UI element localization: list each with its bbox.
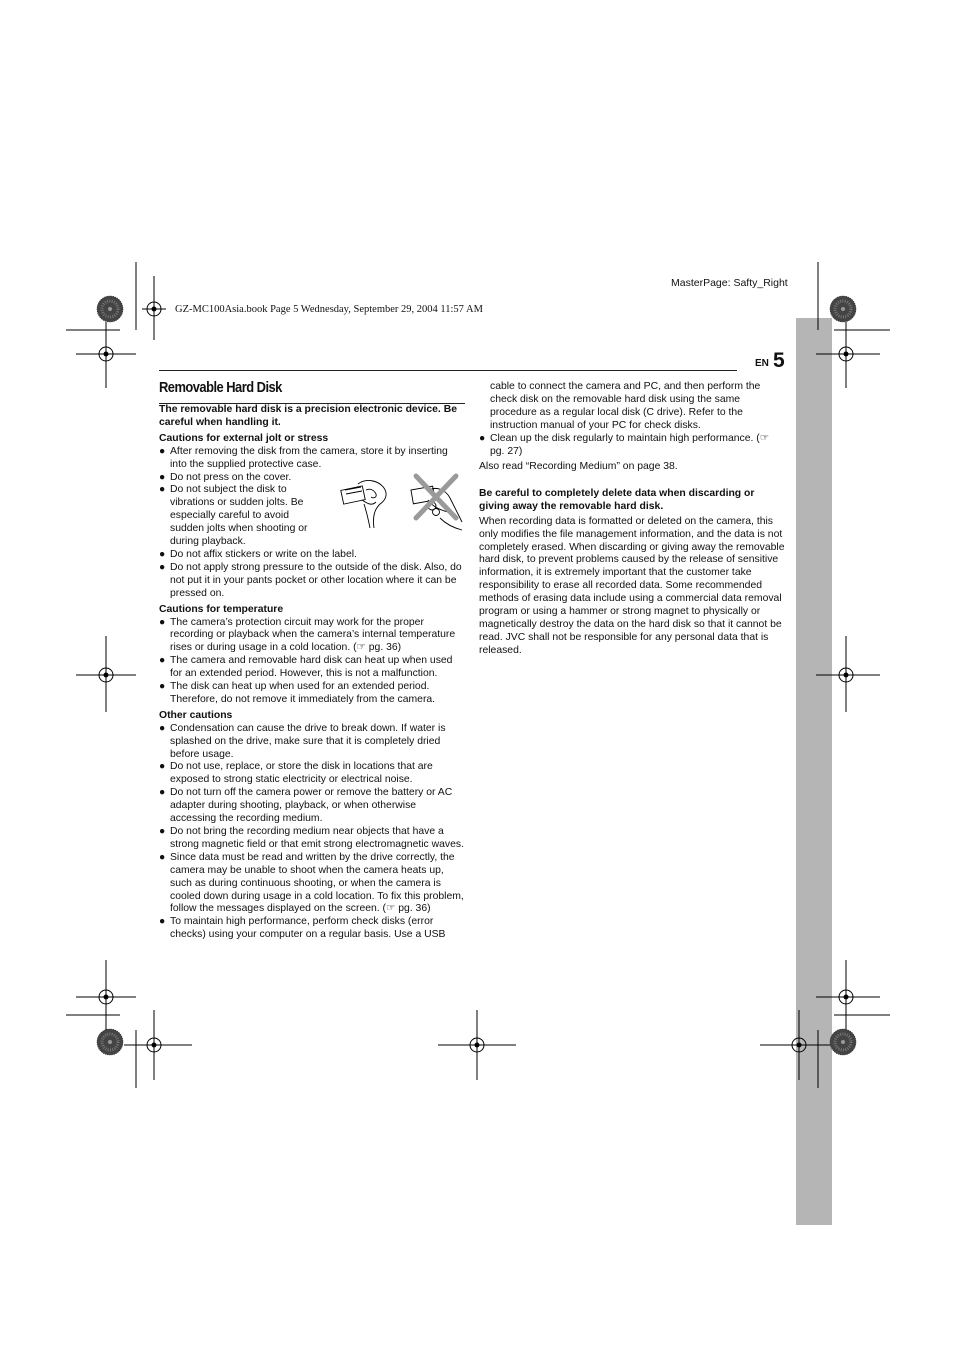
- other-heading: Other cautions: [159, 709, 233, 721]
- master-page-label: MasterPage: Safty_Right: [671, 277, 788, 289]
- book-header: GZ-MC100Asia.book Page 5 Wednesday, September 29, 2004 11:57 AM: [175, 304, 483, 315]
- section-title: Removable Hard Disk: [159, 379, 282, 396]
- list-item: ● Do not bring the recording medium near objects that have a strong magnetic field or that emit strong electromagnetic waves.: [159, 826, 464, 850]
- hand-pressing-cover-icon: [411, 486, 462, 530]
- bullet-icon: ●: [159, 471, 166, 483]
- bullet-icon: ●: [159, 655, 166, 667]
- bullet-icon: ●: [159, 787, 166, 799]
- list-item: ● Condensation can cause the drive to break down. If water is splashed on the drive, make sure that it is completely dried before usage.: [159, 722, 446, 760]
- list-item: ● Do not use, replace, or store the disk in locations that are exposed to strong static electricity or electrical noise.: [159, 761, 433, 786]
- list-item: ● Do not subject the disk to vibrations or sudden jolts. Be especially careful to avoid sudden jolts when shooting or during playback.: [159, 484, 308, 548]
- list-item: ● Clean up the disk regularly to maintain high performance. (☞ pg. 27): [479, 432, 770, 457]
- page-number: 5: [773, 349, 785, 372]
- bullet-icon: ●: [159, 826, 166, 837]
- list-item: ● The disk can heat up when used for an extended period. Therefore, do not remove it immediately from the camera.: [159, 681, 436, 705]
- language-label: EN: [755, 358, 769, 369]
- list-item: ● To maintain high performance, perform check disks (error checks) using your computer on a regular basis. Use a USB: [159, 916, 446, 941]
- bullet-icon: ●: [159, 851, 166, 863]
- bullet-icon: ●: [479, 432, 486, 444]
- intro-text: The removable hard disk is a precision electronic device. Be careful when handling it.: [159, 404, 457, 428]
- usb-continued-text: cable to connect the camera and PC, and then perform the check disk on the removable hard disk using the same procedure as a regular local disk (C drive). Refer to the instruction manual of your PC for check disks.: [490, 381, 761, 431]
- also-read-text: Also read “Recording Medium” on page 38.: [479, 461, 678, 473]
- list-item: ● Do not apply strong pressure to the outside of the disk. Also, do not put it in your pants pocket or other location where it can be pressed on.: [159, 561, 462, 599]
- bullet-icon: ●: [159, 445, 166, 457]
- list-item: ● Do not affix stickers or write on the label.: [159, 548, 357, 560]
- list-item: ● The camera and removable hard disk can heat up when used for an extended period. However, this is not a malfunction.: [159, 655, 453, 680]
- list-item: ● Do not press on the cover.: [159, 471, 292, 483]
- header-rule: [159, 370, 737, 371]
- hand-holding-disk-icon: [341, 481, 386, 528]
- bullet-icon: ●: [159, 548, 166, 560]
- right-column: [479, 381, 785, 658]
- list-item: ● Since data must be read and written by the drive correctly, the camera may be unable to shoot when the camera heats up, such as during continuous shooting, or when the camera is cooled down during usage in a cold location. To fix this problem, follow the messages displayed on the screen. (☞ pg. 36): [159, 851, 464, 915]
- list-item: ● After removing the disk from the camera, store it by inserting into the supplied protective case.: [159, 445, 448, 470]
- bullet-icon: ●: [159, 681, 166, 693]
- bullet-icon: ●: [159, 561, 166, 573]
- list-item: ● The camera’s protection circuit may work for the proper recording or playback when the camera’s internal temperature rises or during usage in a cold location. (☞ pg. 36): [159, 616, 456, 654]
- bullet-icon: ●: [159, 616, 166, 628]
- bullet-icon: ●: [159, 722, 166, 734]
- delete-data-body: When recording data is formatted or deleted on the camera, this only modifies the file management information, and the data is not completely erased. When discarding or giving away the removable hard disk, to prevent problems caused by the release of sensitive information, it is extremely important that the customer take responsibility to erase all recorded data. Some recommended methods of erasing data include using a commercial data removal program or using a hammer or strong magnet to physically or magnetically destroy the data on the hard disk so that it cannot be read. JVC shall not be responsible for any personal data that is released.: [479, 515, 785, 656]
- list-item: ● Do not turn off the camera power or remove the battery or AC adapter during shooting, playback, or when otherwise accessing the recording medium.: [159, 787, 453, 825]
- bullet-icon: ●: [159, 761, 166, 773]
- left-column: [159, 379, 465, 942]
- bullet-icon: ●: [159, 916, 166, 928]
- bullet-icon: ●: [159, 484, 166, 496]
- jolt-heading: Cautions for external jolt or stress: [159, 432, 329, 444]
- delete-data-heading: Be careful to completely delete data when discarding or giving away the removable hard disk.: [479, 488, 755, 512]
- handling-illustration: [336, 470, 466, 534]
- temperature-heading: Cautions for temperature: [159, 603, 284, 615]
